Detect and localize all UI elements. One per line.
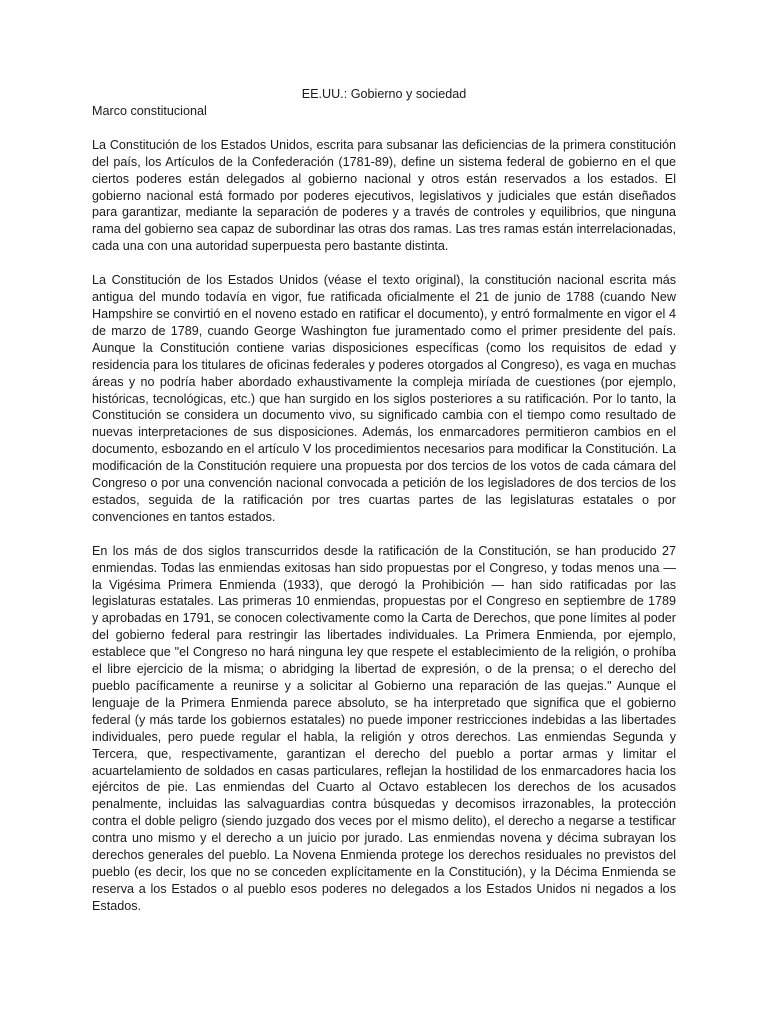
paragraph-1: La Constitución de los Estados Unidos, escrita para subsanar las deficiencias de la primera constitución del país, los Artículos de la Confederación (1781-89), define un sistema federal de gobierno en el que ciertos poderes están delegados al gobierno nacional y otros están reservados a los estados. El gobierno nacional está formado por poderes ejecutivos, legislativos y judiciales que están diseñados para garantizar, mediante la separación de poderes y a través de controles y equilibrios, que ninguna rama del gobierno sea capaz de subordinar las otras dos ramas. Las tres ramas están interrelacionadas, cada una con una autoridad superpuesta pero bastante distinta. [92,137,676,254]
section-heading: Marco constitucional [92,103,207,118]
paragraph-3: En los más de dos siglos transcurridos desde la ratificación de la Constitución, se han producido 27 enmiendas. Todas las enmiendas exitosas han sido propuestas por el Congreso, y todas menos una — la Vigésima Primera Enmienda (1933), que derogó la Prohibición — han sido ratificadas por las legislaturas estatales. Las primeras 10 enmiendas, propuestas por el Congreso en septiembre de 1789 y aprobadas en 1791, se conocen colectivamente como la Carta de Derechos, que pone límites al poder del gobierno federal para restringir las libertades individuales. La Primera Enmienda, por ejemplo, establece que "el Congreso no hará ninguna ley que respete el establecimiento de la religión, o prohíba el libre ejercicio de la misma; o abridging la libertad de expresión, o de la prensa; o el derecho del pueblo pacíficamente a reunirse y a solicitar al Gobierno una reparación de las quejas." Aunque el lenguaje de la Primera Enmienda parece absoluto, se ha interpretado que significa que el gobierno federal (y más tarde los gobiernos estatales) no puede imponer restricciones indebidas a las libertades individuales, pero puede regular el habla, la religión y otros derechos. Las enmiendas Segunda y Tercera, que, respectivamente, garantizan el derecho del pueblo a portar armas y limitar el acuartelamiento de soldados en casas particulares, reflejan la hostilidad de los enmarcadores hacia los ejércitos de pie. Las enmiendas del Cuarto al Octavo establecen los derechos de los acusados penalmente, incluidas las salvaguardias contra búsquedas y decomisos irrazonables, la protección contra el doble peligro (siendo juzgado dos veces por el mismo delito), el derecho a negarse a testificar contra uno mismo y el derecho a un juicio por jurado. Las enmiendas novena y décima subrayan los derechos generales del pueblo. La Novena Enmienda protege los derechos residuales no previstos del pueblo (es decir, los que no se conceden explícitamente en la Constitución), y la Décima Enmienda se reserva a los Estados o al pueblo esos poderes no delegados a los Estados Unidos ni negados a los Estados. [92,543,676,913]
document-page [92,86,676,932]
paragraph-2: La Constitución de los Estados Unidos (véase el texto original), la constitución nacional escrita más antigua del mundo todavía en vigor, fue ratificada oficialmente el 21 de junio de 1788 (cuando New Hampshire se convirtió en el noveno estado en ratificar el documento), y entró formalmente en vigor el 4 de marzo de 1789, cuando George Washington fue juramentado como el primer presidente del país. Aunque la Constitución contiene varias disposiciones específicas (como los requisitos de edad y residencia para los titulares de oficinas federales y poderes otorgados al Congreso), es vaga en muchas áreas y no podría haber abordado exhaustivamente la compleja miríada de cuestiones (por ejemplo, históricas, tecnológicas, etc.) que han surgido en los siglos posteriores a su ratificación. Por lo tanto, la Constitución se considera un documento vivo, su significado cambia con el tiempo como resultado de nuevas interpretaciones de sus disposiciones. Además, los enmarcadores permitieron cambios en el documento, esbozando en el artículo V los procedimientos necesarios para modificar la Constitución. La modificación de la Constitución requiere una propuesta por dos tercios de los votos de cada cámara del Congreso o por una convención nacional convocada a petición de los legisladores de dos tercios de los estados, seguida de la ratificación por tres cuartas partes de las legislaturas estatales o por convenciones en tantos estados. [92,273,676,524]
document-title: EE.UU.: Gobierno y sociedad [301,87,467,101]
